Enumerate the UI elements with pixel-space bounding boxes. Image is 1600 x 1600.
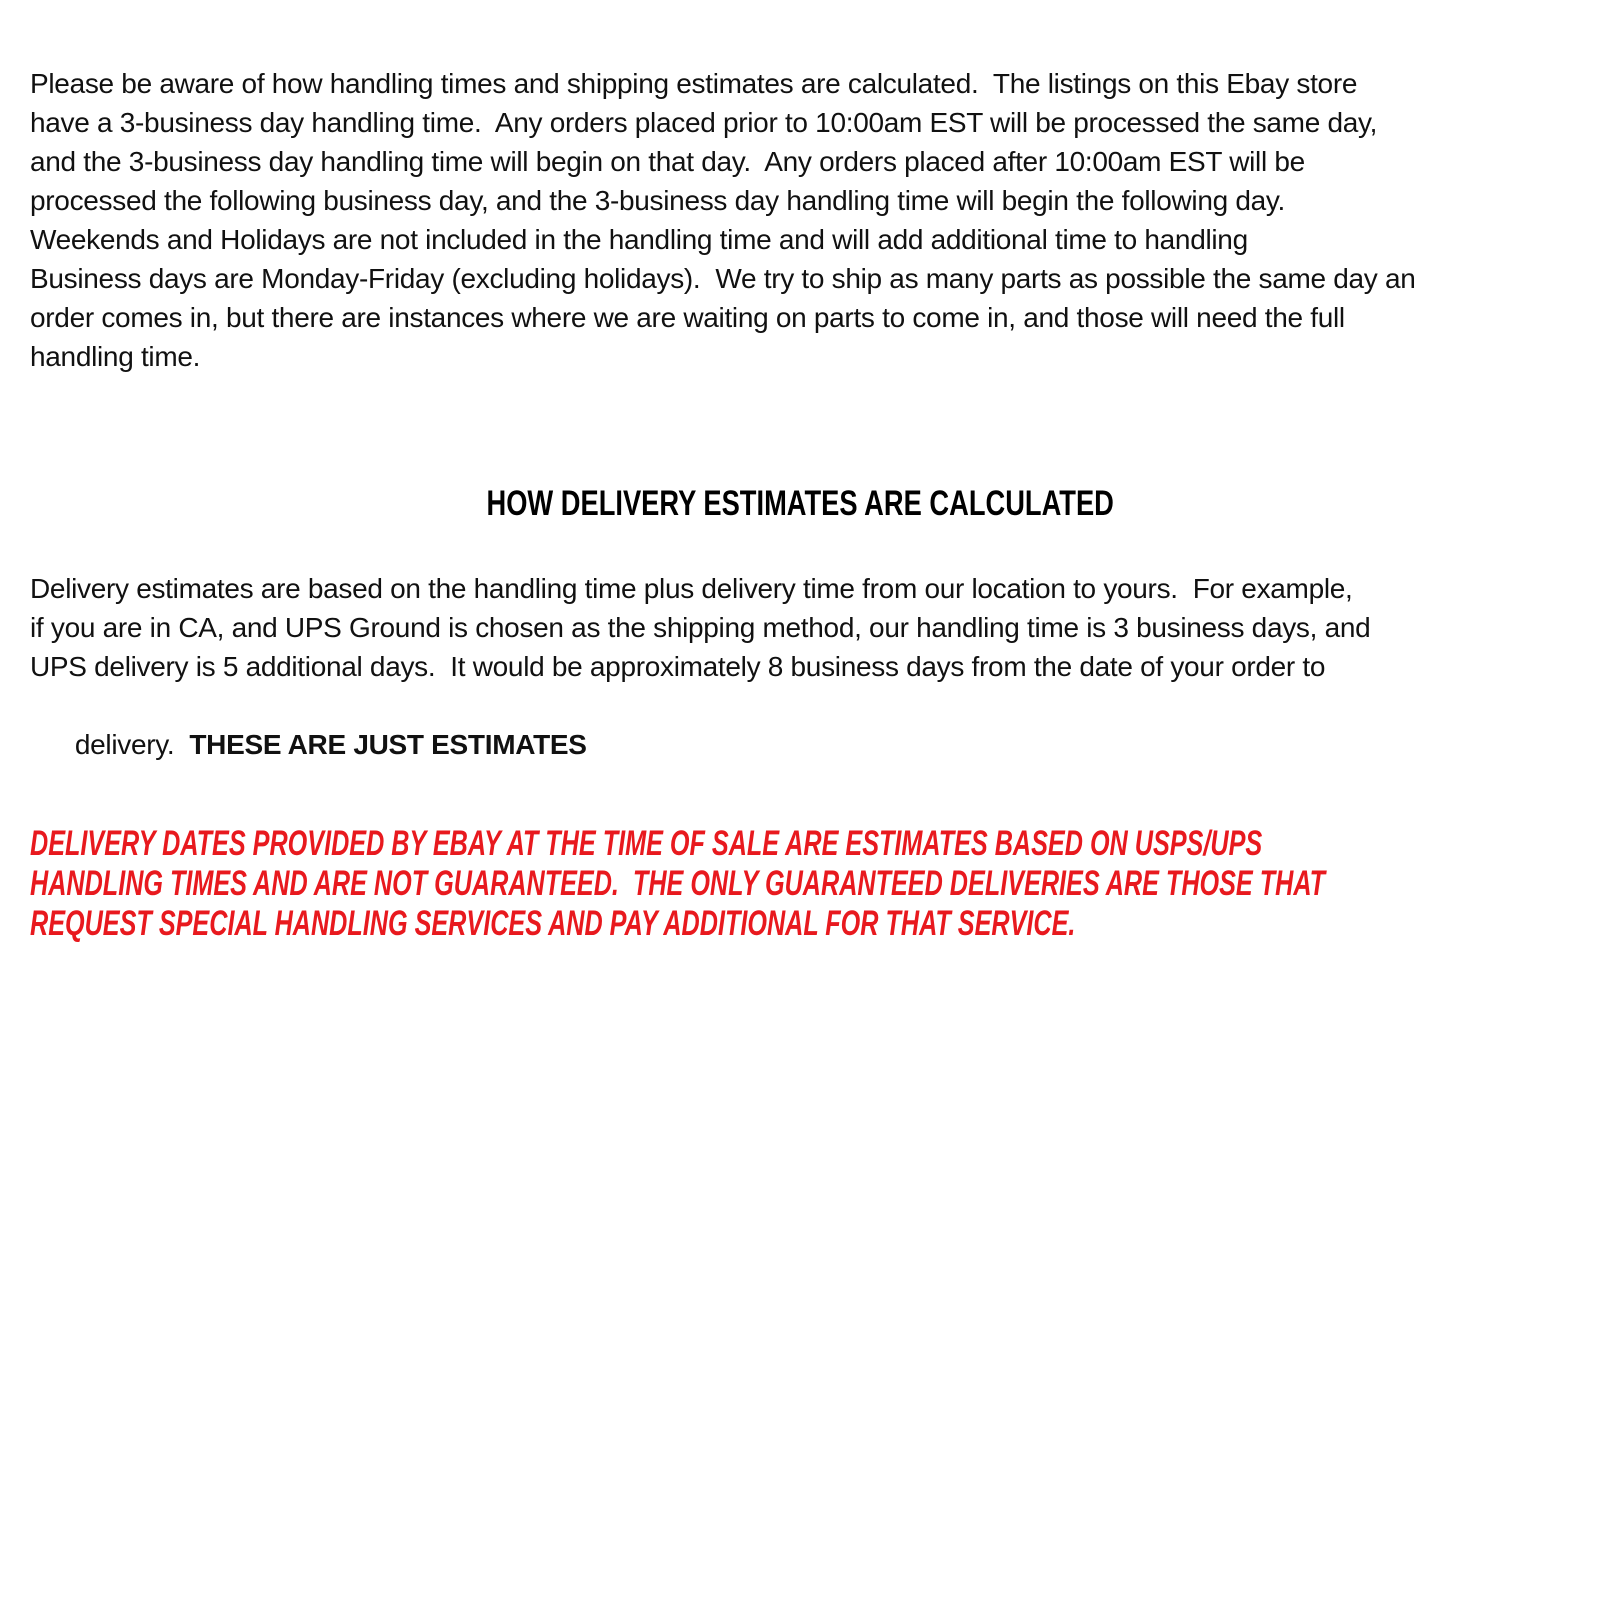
text-line: Please be aware of how handling times and shipping estimates are calculated. The listings on this Ebay store <box>30 68 1358 99</box>
text-line: UPS delivery is 5 additional days. It would be approximately 8 business days from the date of your order to <box>30 651 1326 682</box>
text-line: if you are in CA, and UPS Ground is chosen as the shipping method, our handling time is 3 business days, and <box>30 612 1371 643</box>
text-line: Business days are Monday-Friday (excluding holidays). We try to ship as many parts as possible the same day an <box>30 263 1416 294</box>
text-line <box>30 686 1370 803</box>
text-line: have a 3-business day handling time. Any orders placed prior to 10:00am EST will be processed the same day, <box>30 107 1378 138</box>
text-line: REQUEST SPECIAL HANDLING SERVICES AND PAY ADDITIONAL FOR THAT SERVICE. <box>30 904 1076 943</box>
text-line: DELIVERY DATES PROVIDED BY EBAY AT THE TIME OF SALE ARE ESTIMATES BASED ON USPS/UPS <box>30 824 1263 863</box>
delivery-estimates-heading: HOW DELIVERY ESTIMATES ARE CALCULATED <box>486 484 1114 523</box>
text-line: order comes in, but there are instances where we are waiting on parts to come in, and those will need the full <box>30 302 1345 333</box>
text-line: HANDLING TIMES AND ARE NOT GUARANTEED. THE ONLY GUARANTEED DELIVERIES ARE THOSE THAT <box>30 864 1326 903</box>
text-line: handling time. <box>30 341 201 372</box>
just-estimates-bold-note: THESE ARE JUST ESTIMATES <box>189 729 587 760</box>
guaranteed-delivery-disclaimer <box>30 824 1600 944</box>
text-line: and the 3-business day handling time will begin on that day. Any orders placed after 10:00am EST will be <box>30 146 1305 177</box>
text-line: processed the following business day, and the 3-business day handling time will begin the following day. <box>30 185 1285 216</box>
handling-time-paragraph <box>30 64 1416 376</box>
text-line: Weekends and Holidays are not included in the handling time and will add additional time to handling <box>30 224 1248 255</box>
last-line-regular-text: delivery. <box>74 729 190 760</box>
text-line: Delivery estimates are based on the handling time plus delivery time from our location to yours. For example, <box>30 573 1353 604</box>
delivery-estimates-heading-row <box>0 484 1600 524</box>
delivery-estimates-paragraph <box>30 569 1370 803</box>
